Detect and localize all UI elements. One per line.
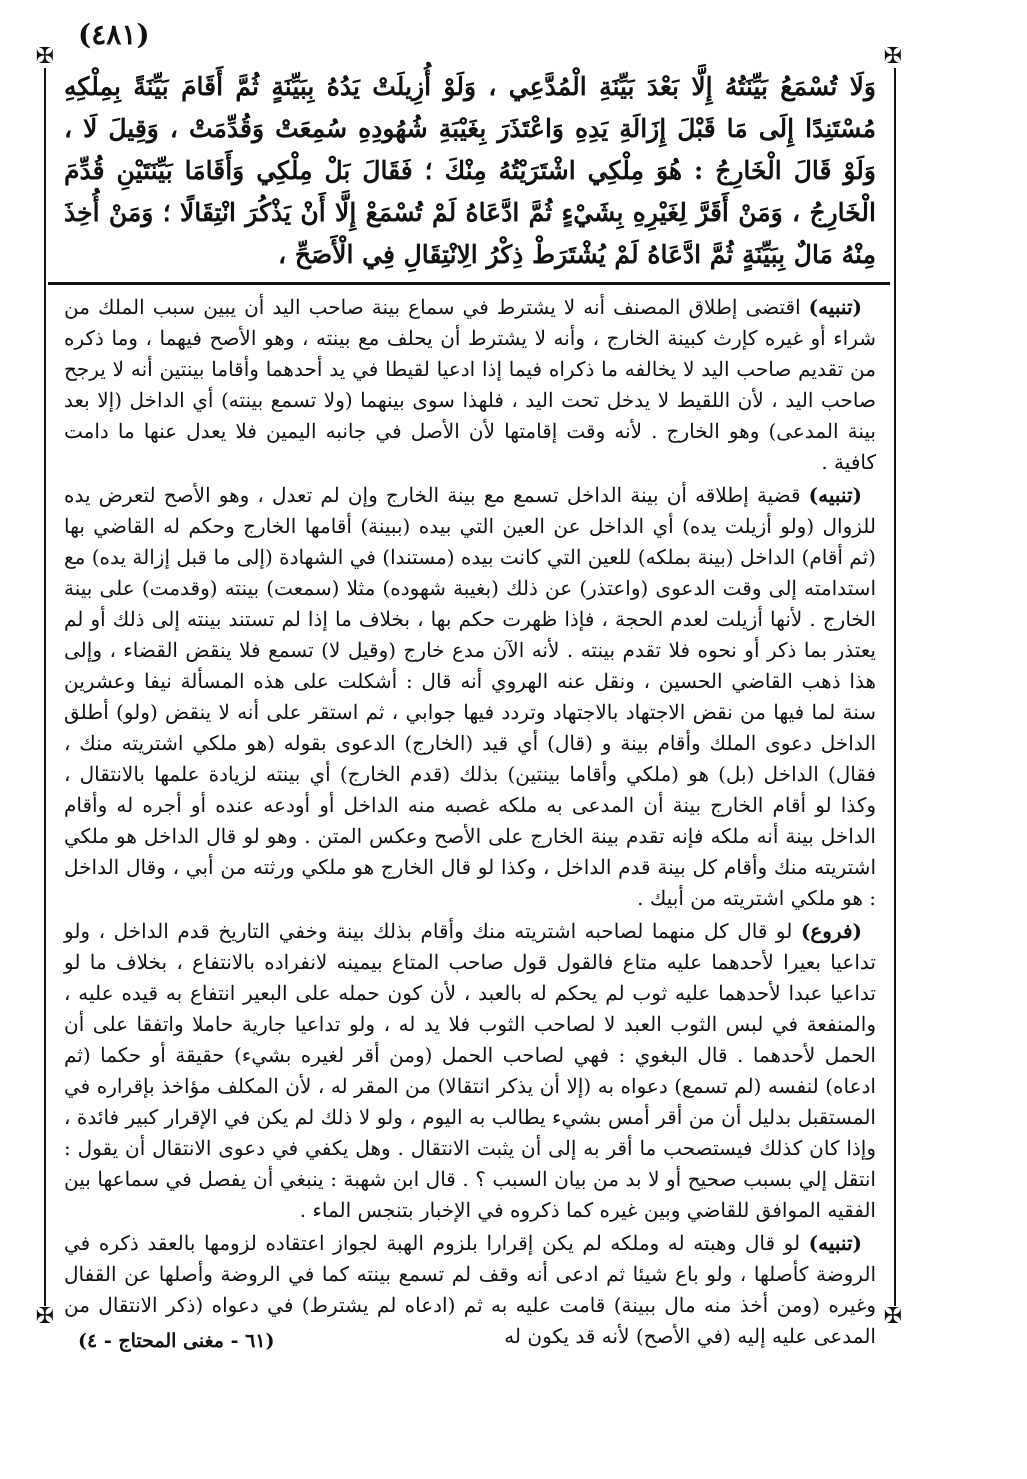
paragraph-text: قضية إطلاقه أن بينة الداخل تسمع مع بينة الخارج وإن لم تعدل ، وهو الأصح لتعرض يده للزوال (ولو أزيلت يده) أي الداخل عن العين التي بيده (ببينة) أقامها الخارج وحكم له القاضي بها (ثم أقام) الداخل (بينة بملكه) للعين التي كانت بيده (مستندا) في الشهادة (إلى ما قبل إزالة يده) مع استدامته إلى وقت الدعوى (واعتذر) عن ذلك (بغيبة شهوده) مثلا (سمعت) بينته (وقدمت) على بينة الخارج . لأنها أزيلت لعدم الحجة ، فإذا ظهرت حكم بها ، بخلاف ما إذا لم تستند بينته إلى ذلك أو لم يعتذر بما ذكر أو نحوه فلا تقدم بينته . لأنه الآن مدع خارج (وقيل لا) تسمع فلا ينقض القضاء ، وإلى هذا ذهب القاضي الحسين ، ونقل عنه الهروي أنه قال : أشكلت على هذه المسألة نيفا وعشرين سنة لما فيها من نقض الاجتهاد بالاجتهاد وتردد فيها جوابي ، ثم استقر على أنه لا ينقض (ولو) أطلق الداخل دعوى الملك وأقام بينة و (قال) أي قيد (الخارج) الدعوى بقوله (هو ملكي اشتريته منك ، فقال) الداخل (بل) هو (ملكي وأقاما بينتين) بذلك (قدم الخارج) أي بينته لزيادة علمها بالانتقال ، وكذا لو أقام الخارج بينة أن المدعى به ملكه غصبه منه الداخل أو أودعه عنده أو أجره له وأقام الداخل بينة أنه ملكه فإنه تقدم بينة الخارج على الأصح وعكس المتن . وهو لو قال الداخل هو ملكي اشتريته منك وأقام كل بينة قدم الداخل ، وكذا لو قال الخارج هو ملكي ورثته من أبي ، وقال الداخل : هو ملكي اشتريته من أبيك . [64, 483, 876, 910]
signature-footer: (٦١ - مغنى المحتاج - ٤) [78, 1330, 275, 1352]
paragraph-lead: (فروع) [800, 919, 862, 943]
paragraph-lead: (تنبيه) [808, 1231, 862, 1255]
commentary-paragraph [64, 292, 876, 478]
paragraph-lead: (تنبيه) [808, 483, 862, 507]
commentary-paragraph [64, 480, 876, 914]
main-text: وَلَا تُسْمَعُ بَيِّنَتُهُ إِلَّا بَعْدَ بَيِّنَةِ الْمُدَّعِي ، وَلَوْ أُزِيلَتْ يَدُهُ بِبَيِّنَةٍ ثُمَّ أَقَامَ بَيِّنَةً بِمِلْكِهِ مُسْتَنِدًا إِلَى مَا قَبْلَ إِزَالَةِ يَدِهِ وَاعْتَذَرَ بِغَيْبَةِ شُهُودِهِ سُمِعَتْ وَقُدِّمَتْ ، وَقِيلَ لَا ، وَلَوْ قَالَ الْخَارِجُ : هُوَ مِلْكِي اشْتَرَيْتُهُ مِنْكَ ؛ فَقَالَ بَلْ مِلْكِي وَأَقَامَا بَيِّنَتَيْنِ قُدِّمَ الْخَارِجُ ، وَمَنْ أَقَرَّ لِغَيْرِهِ بِشَيْءٍ ثُمَّ ادَّعَاهُ لَمْ تُسْمَعْ إِلَّا أَنْ يَذْكُرَ انْتِقَالًا ؛ وَمَنْ أُخِذَ مِنْهُ مَالٌ بِبَيِّنَةٍ ثُمَّ ادَّعَاهُ لَمْ يُشْتَرَطْ ذِكْرُ الِانْتِقَالِ فِي الْأَصَحِّ ، [64, 72, 876, 269]
paragraph-text: اقتضى إطلاق المصنف أنه لا يشترط في سماع بينة صاحب اليد أن يبين سبب الملك من شراء أو غيره كإرث كبينة الخارج ، وأنه لا يشترط أن يحلف مع بينته ، وهو الأصح فيهما ، وما ذكره من تقديم صاحب اليد لا يخالفه ما ذكراه فيما إذا ادعيا لقيطا في يد أحدهما وأقاما بينتين أنه لا يرجح صاحب اليد ، لأن اللقيط لا يدخل تحت اليد ، فلهذا سوى بينهما (ولا تسمع بينته) أي الداخل (إلا بعد بينة المدعى) وهو الخارج . لأنه وقت إقامتها لأن الأصل في جانبه اليمين فلا يعدل عنها ما دامت كافية . [64, 295, 876, 474]
corner-ornament-icon: ✠ [883, 1304, 903, 1329]
main-text-block [64, 66, 876, 276]
paragraph-text: لو قال كل منهما لصاحبه اشتريته منك وأقام بذلك بينة وخفي التاريخ قدم الداخل ، ولو تداعيا بعيرا لأحدهما عليه متاع فالقول قول صاحب المتاع بيمينه لانفراده بالانتفاع ، بخلاف ما لو تداعيا عبدا لأحدهما عليه ثوب لم يحكم له بالعبد ، لأن كون حمله على البعير انتفاع به قيده عليه ، والمنفعة في لبس الثوب العبد لا لصاحب الثوب فلا يد له ، ولو تداعيا جارية حاملا واتفقا على أن الحمل لأحدهما . قال البغوي : فهي لصاحب الحمل (ومن أقر لغيره بشيء) حقيقة أو حكما (ثم ادعاه) لنفسه (لم تسمع) دعواه به (إلا أن يذكر انتقالا) من المقر له ، لأن المكلف مؤاخذ بإقراره في المستقبل بدليل أن من أقر أمس بشيء يطالب به اليوم ، ولو لا ذلك لم يكن في الإقرار كبير فائدة ، وإذا كان كذلك فيستصحب ما أقر به إلى أن يثبت الانتقال . وهل يكفي في دعوى الانتقال أن يقول : انتقل إلي بسبب صحيح أو لا بد من بيان السبب ؟ . قال ابن شهبة : ينبغي أن يفصل في سماعها بين الفقيه الموافق للقاضي وبين غيره كما ذكروه في الإخبار بتنجس الماء . [64, 919, 876, 1222]
corner-ornament-icon: ✠ [35, 44, 55, 69]
commentary-block [64, 292, 876, 1354]
corner-ornament-icon: ✠ [35, 1304, 55, 1329]
section-divider [48, 282, 890, 285]
commentary-paragraph [64, 916, 876, 1226]
page-number: (٤٨١) [78, 18, 150, 51]
corner-ornament-icon: ✠ [883, 44, 903, 69]
paragraph-lead: (تنبيه) [808, 295, 862, 319]
paragraph-text: لو قال وهبته له وملكه لم يكن إقرارا بلزوم الهبة لجواز اعتقاده لزومها بالعقد ذكره في الروضة كأصلها ، ولو باع شيئا ثم ادعى أنه وقف لم تسمع بينته كما في الروضة وأصلها عن القفال وغيره (ومن أخذ منه مال ببينة) قامت عليه به ثم (ادعاه لم يشترط) في دعواه (ذكر الانتقال من المدعى عليه إليه (في الأصح) لأنه قد يكون له [64, 1231, 876, 1348]
